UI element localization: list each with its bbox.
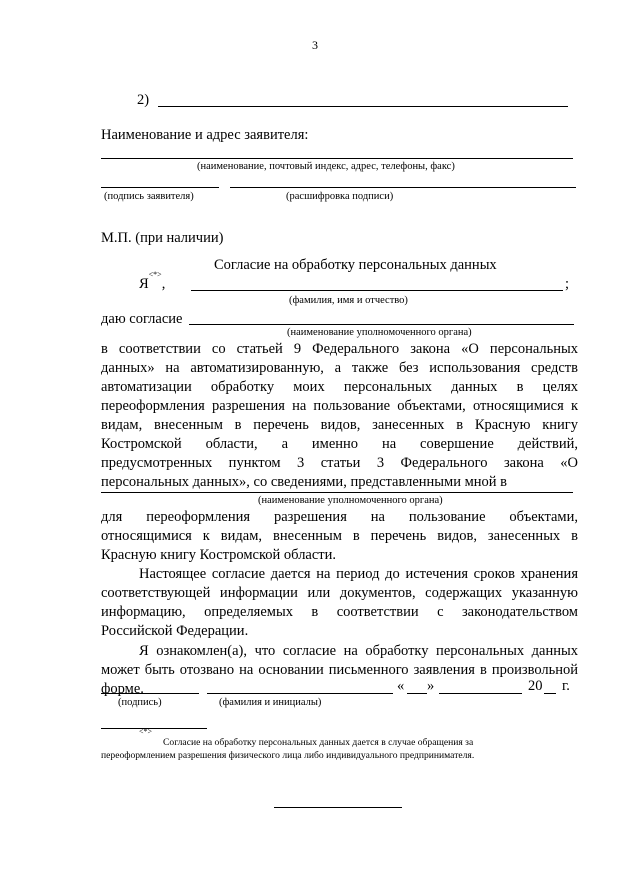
consent-para2-line: для переоформления разрешения на пользование объектами, (101, 509, 578, 525)
date-year-line (544, 693, 556, 694)
applicant-signature-line (101, 187, 219, 188)
consent-para1-line: в соответствии со статьей 9 Федерального закона «О персональных (101, 341, 578, 357)
consent-para2-line: относящимися к видам, внесенным в перечень видов, занесенных в (101, 528, 578, 544)
consent-i-label (139, 270, 166, 293)
date-day-line (407, 693, 427, 694)
consent-para1-line: предусмотренных пунктом 3 статьи 3 Федерального закона «О (101, 455, 578, 471)
initials-line (207, 693, 393, 694)
applicant-address-caption: (наименование, почтовый индекс, адрес, телефоны, факс) (197, 161, 455, 172)
applicant-decoding-caption: (расшифровка подписи) (286, 191, 394, 202)
consent-fio-caption: (фамилия, имя и отчество) (289, 295, 408, 306)
consent-para1-line: данных» на автоматизированную, а также без использования средств (101, 360, 578, 376)
applicant-decoding-line (230, 187, 576, 188)
consent-para4-last-line: форме. (101, 681, 144, 697)
date-quote-close: » (427, 678, 435, 694)
consent-fio-line (191, 290, 563, 291)
applicant-address-line (101, 158, 573, 159)
consent-organ-caption: (наименование уполномоченного органа) (287, 327, 472, 338)
consent-i-comma: , (161, 276, 166, 292)
consent-organ2-caption: (наименование уполномоченного органа) (258, 495, 443, 506)
consent-para3-last-line: Российской Федерации. (101, 623, 249, 639)
consent-para1-line: автоматизации обработку моих персональных данных в целях (101, 379, 578, 395)
consent-give-label: даю согласие (101, 311, 183, 327)
date-month-line (439, 693, 522, 694)
footnote-separator (101, 728, 207, 729)
date-quote-open: « (397, 678, 405, 694)
consent-i-footnote-mark: <*> (148, 270, 162, 280)
consent-i-word: Я (139, 276, 149, 292)
consent-para4-line: может быть отозвано на основании письменного заявления в произвольной (101, 662, 578, 678)
consent-para2-last-line: Красную книгу Костромской области. (101, 547, 337, 563)
consent-organ2-line (101, 492, 573, 493)
applicant-signature-caption: (подпись заявителя) (104, 191, 194, 202)
consent-i-semicolon: ; (565, 276, 570, 292)
signature-caption: (подпись) (118, 697, 162, 708)
consent-para1-line: Костромской области, а именно на совершение действий, (101, 436, 578, 452)
date-year-suffix: г. (562, 678, 570, 694)
footnote-line-1: Согласие на обработку персональных данных дается в случае обращения за (163, 737, 474, 748)
bottom-rule (274, 807, 402, 808)
consent-title: Согласие на обработку персональных данных (214, 257, 497, 273)
initials-caption: (фамилия и инициалы) (219, 697, 322, 708)
consent-para3-line: Настоящее согласие дается на период до истечения сроков хранения (139, 566, 578, 582)
stamp-note: М.П. (при наличии) (101, 230, 224, 246)
consent-para4-line: Я ознакомлен(а), что согласие на обработку персональных данных (139, 643, 578, 659)
signature-line (101, 693, 199, 694)
consent-para1-line: видам, внесенным в перечень видов, занесенных в Красную книгу (101, 417, 578, 433)
date-year-prefix: 20 (528, 678, 543, 694)
consent-para1-line: переоформления разрешения на пользование объектами, относящимися к (101, 398, 578, 414)
footnote-mark: <*> (139, 727, 153, 736)
applicant-heading: Наименование и адрес заявителя: (101, 127, 309, 143)
consent-para1-last-line: персональных данных», со сведениями, представленными мной в (101, 474, 508, 490)
consent-para3-line: информацию, определяемых в соответствии с законодательством (101, 604, 578, 620)
consent-para3-line: соответствующей информации или документов, содержащих указанную (101, 585, 578, 601)
item-2-blank-line (158, 106, 568, 107)
page-number: 3 (312, 38, 318, 52)
item-2-label: 2) (137, 92, 150, 108)
consent-organ-line (189, 324, 574, 325)
footnote-line-2: переоформлением разрешения физического лица либо индивидуального предпринимателя. (101, 750, 475, 761)
